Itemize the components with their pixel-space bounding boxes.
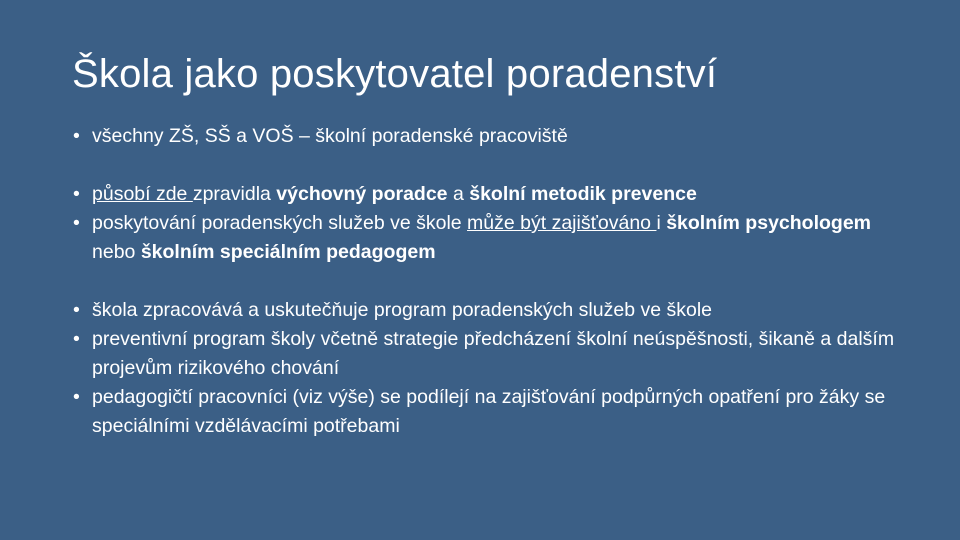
item-text: a <box>447 183 470 205</box>
spacer <box>72 151 912 180</box>
list-item <box>72 325 912 383</box>
item-text: nebo <box>92 241 141 263</box>
item-text: preventivní program školy včetně strategie předcházení školní neúspěšnosti, šikaně a dalším projevům rizikového chování <box>92 328 895 379</box>
bullet-dot: • <box>73 299 80 321</box>
bullet-dot: • <box>73 183 80 205</box>
bullet-dot: • <box>73 212 80 234</box>
slide-title: Škola jako poskytovatel poradenství <box>72 52 718 96</box>
bullet-dot: • <box>73 386 80 408</box>
bold-text: školním psychologem <box>666 212 872 234</box>
spacer <box>72 267 912 296</box>
item-text: i <box>656 212 667 234</box>
list-item <box>72 296 912 325</box>
bullet-list <box>72 122 912 441</box>
item-text: pedagogičtí pracovníci (viz výše) se podílejí na zajišťování podpůrných opatření pro žáky se speciálními vzdělávacími potřebami <box>92 386 886 437</box>
bold-text: školním speciálním pedagogem <box>140 241 436 263</box>
item-text: poskytování poradenských služeb ve škole <box>92 212 468 234</box>
underlined-text: působí zde <box>92 183 193 205</box>
item-text: všechny ZŠ, SŠ a VOŠ – školní poradenské pracoviště <box>92 125 568 147</box>
list-item <box>72 383 912 441</box>
underlined-text: může být zajišťováno <box>467 212 657 234</box>
bullet-dot: • <box>73 125 80 147</box>
bold-text: výchovný poradce <box>276 183 448 205</box>
list-item <box>72 180 912 209</box>
item-text: zpravidla <box>192 183 277 205</box>
bold-text: školní metodik prevence <box>469 183 697 205</box>
list-item <box>72 209 912 267</box>
list-item <box>72 122 912 151</box>
item-text: škola zpracovává a uskutečňuje program poradenských služeb ve škole <box>92 299 713 321</box>
bullet-dot: • <box>73 328 80 350</box>
